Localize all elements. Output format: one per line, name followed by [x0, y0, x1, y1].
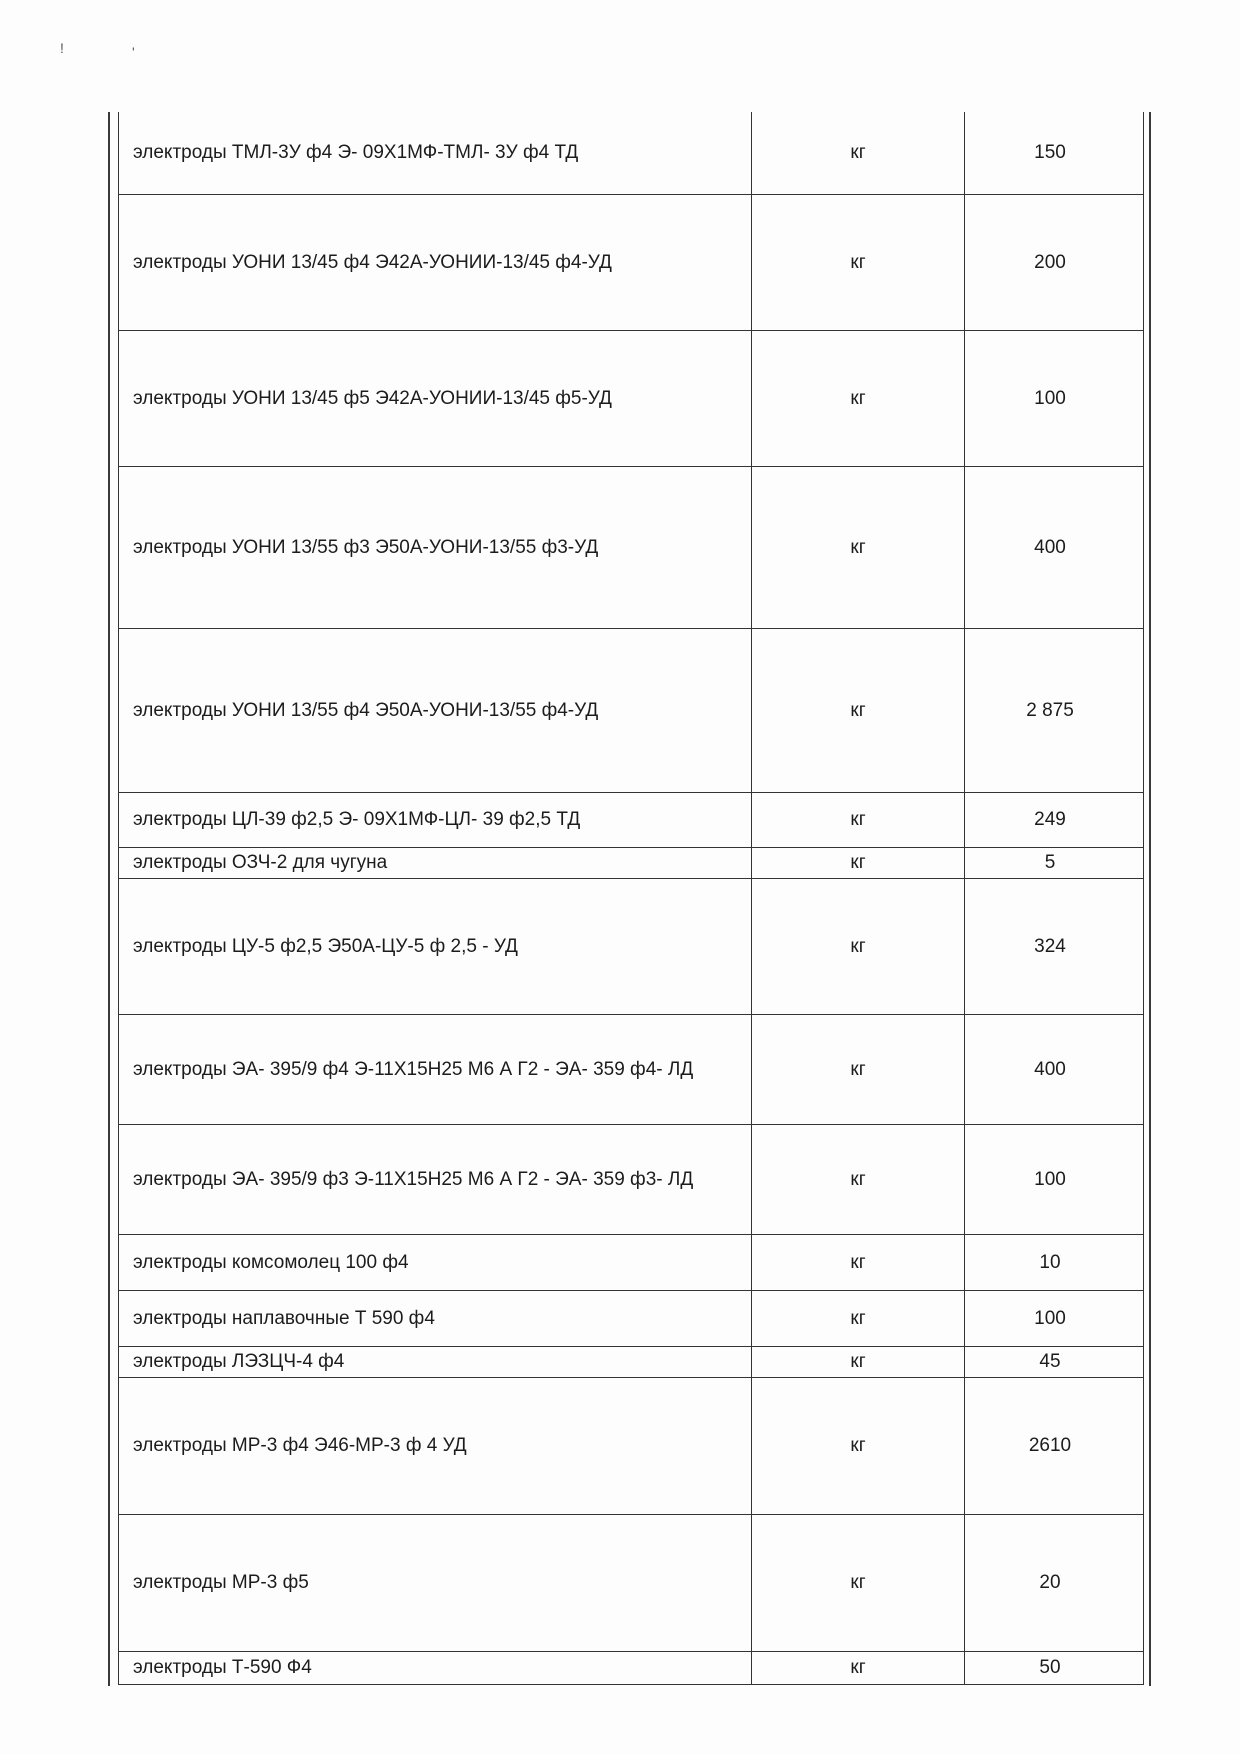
item-quantity: 45	[965, 1346, 1144, 1377]
item-quantity: 5	[965, 847, 1144, 878]
item-quantity: 2610	[965, 1377, 1144, 1514]
item-unit: кг	[752, 194, 965, 330]
item-unit: кг	[752, 112, 965, 194]
item-name: электроды УОНИ 13/55 ф4 Э50А-УОНИ-13/55 ф4-УД	[119, 628, 752, 792]
item-unit: кг	[752, 1234, 965, 1290]
table-row	[119, 1234, 1144, 1290]
table-row	[119, 847, 1144, 878]
item-name: электроды ОЗЧ-2 для чугуна	[119, 847, 752, 878]
item-name: электроды ЭА- 395/9 ф3 Э-11Х15Н25 М6 А Г2 - ЭА- 359 ф3- ЛД	[119, 1124, 752, 1234]
item-unit: кг	[752, 1514, 965, 1651]
item-unit: кг	[752, 628, 965, 792]
table-row	[119, 628, 1144, 792]
item-unit: кг	[752, 1651, 965, 1684]
item-name: электроды ЦУ-5 ф2,5 Э50А-ЦУ-5 ф 2,5 - УД	[119, 878, 752, 1014]
table-row	[119, 1290, 1144, 1346]
item-unit: кг	[752, 1346, 965, 1377]
item-name: электроды МР-3 ф5	[119, 1514, 752, 1651]
table-row	[119, 1346, 1144, 1377]
page-border-left	[108, 112, 110, 1686]
table-row	[119, 1651, 1144, 1684]
table-row	[119, 1514, 1144, 1651]
item-quantity: 100	[965, 1290, 1144, 1346]
table-row	[119, 1124, 1144, 1234]
item-name: электроды комсомолец 100 ф4	[119, 1234, 752, 1290]
item-quantity: 150	[965, 112, 1144, 194]
item-quantity: 50	[965, 1651, 1144, 1684]
item-quantity: 100	[965, 1124, 1144, 1234]
item-unit: кг	[752, 466, 965, 628]
item-unit: кг	[752, 1014, 965, 1124]
item-name: электроды УОНИ 13/45 ф5 Э42А-УОНИИ-13/45 ф5-УД	[119, 330, 752, 466]
item-name: электроды наплавочные Т 590 ф4	[119, 1290, 752, 1346]
item-name: электроды Т-590 Ф4	[119, 1651, 752, 1684]
item-name: электроды УОНИ 13/45 ф4 Э42А-УОНИИ-13/45 ф4-УД	[119, 194, 752, 330]
page-border-right	[1149, 112, 1151, 1686]
item-unit: кг	[752, 1290, 965, 1346]
table-row	[119, 194, 1144, 330]
table-row	[119, 1014, 1144, 1124]
item-unit: кг	[752, 330, 965, 466]
table-row	[119, 1377, 1144, 1514]
item-name: электроды ЭА- 395/9 ф4 Э-11Х15Н25 М6 А Г2 - ЭА- 359 ф4- ЛД	[119, 1014, 752, 1124]
item-quantity: 10	[965, 1234, 1144, 1290]
table-row	[119, 792, 1144, 847]
table-row	[119, 878, 1144, 1014]
item-quantity: 2 875	[965, 628, 1144, 792]
electrodes-table	[118, 112, 1144, 1685]
item-name: электроды ТМЛ-3У ф4 Э- 09Х1МФ-ТМЛ- 3У ф4 ТД	[119, 112, 752, 194]
item-unit: кг	[752, 847, 965, 878]
item-quantity: 20	[965, 1514, 1144, 1651]
item-name: электроды МР-3 ф4 Э46-МР-3 ф 4 УД	[119, 1377, 752, 1514]
item-quantity: 400	[965, 1014, 1144, 1124]
scan-mark-a: !	[60, 40, 64, 56]
item-unit: кг	[752, 878, 965, 1014]
item-name: электроды УОНИ 13/55 ф3 Э50А-УОНИ-13/55 ф3-УД	[119, 466, 752, 628]
item-name: электроды ЛЭЗЦЧ-4 ф4	[119, 1346, 752, 1377]
item-quantity: 100	[965, 330, 1144, 466]
item-quantity: 324	[965, 878, 1144, 1014]
table-row	[119, 112, 1144, 194]
table-row	[119, 466, 1144, 628]
item-quantity: 200	[965, 194, 1144, 330]
table-row	[119, 330, 1144, 466]
item-quantity: 400	[965, 466, 1144, 628]
item-quantity: 249	[965, 792, 1144, 847]
item-unit: кг	[752, 1377, 965, 1514]
item-unit: кг	[752, 1124, 965, 1234]
item-name: электроды ЦЛ-39 ф2,5 Э- 09Х1МФ-ЦЛ- 39 ф2,5 ТД	[119, 792, 752, 847]
scan-mark-b: '	[132, 44, 135, 60]
item-unit: кг	[752, 792, 965, 847]
